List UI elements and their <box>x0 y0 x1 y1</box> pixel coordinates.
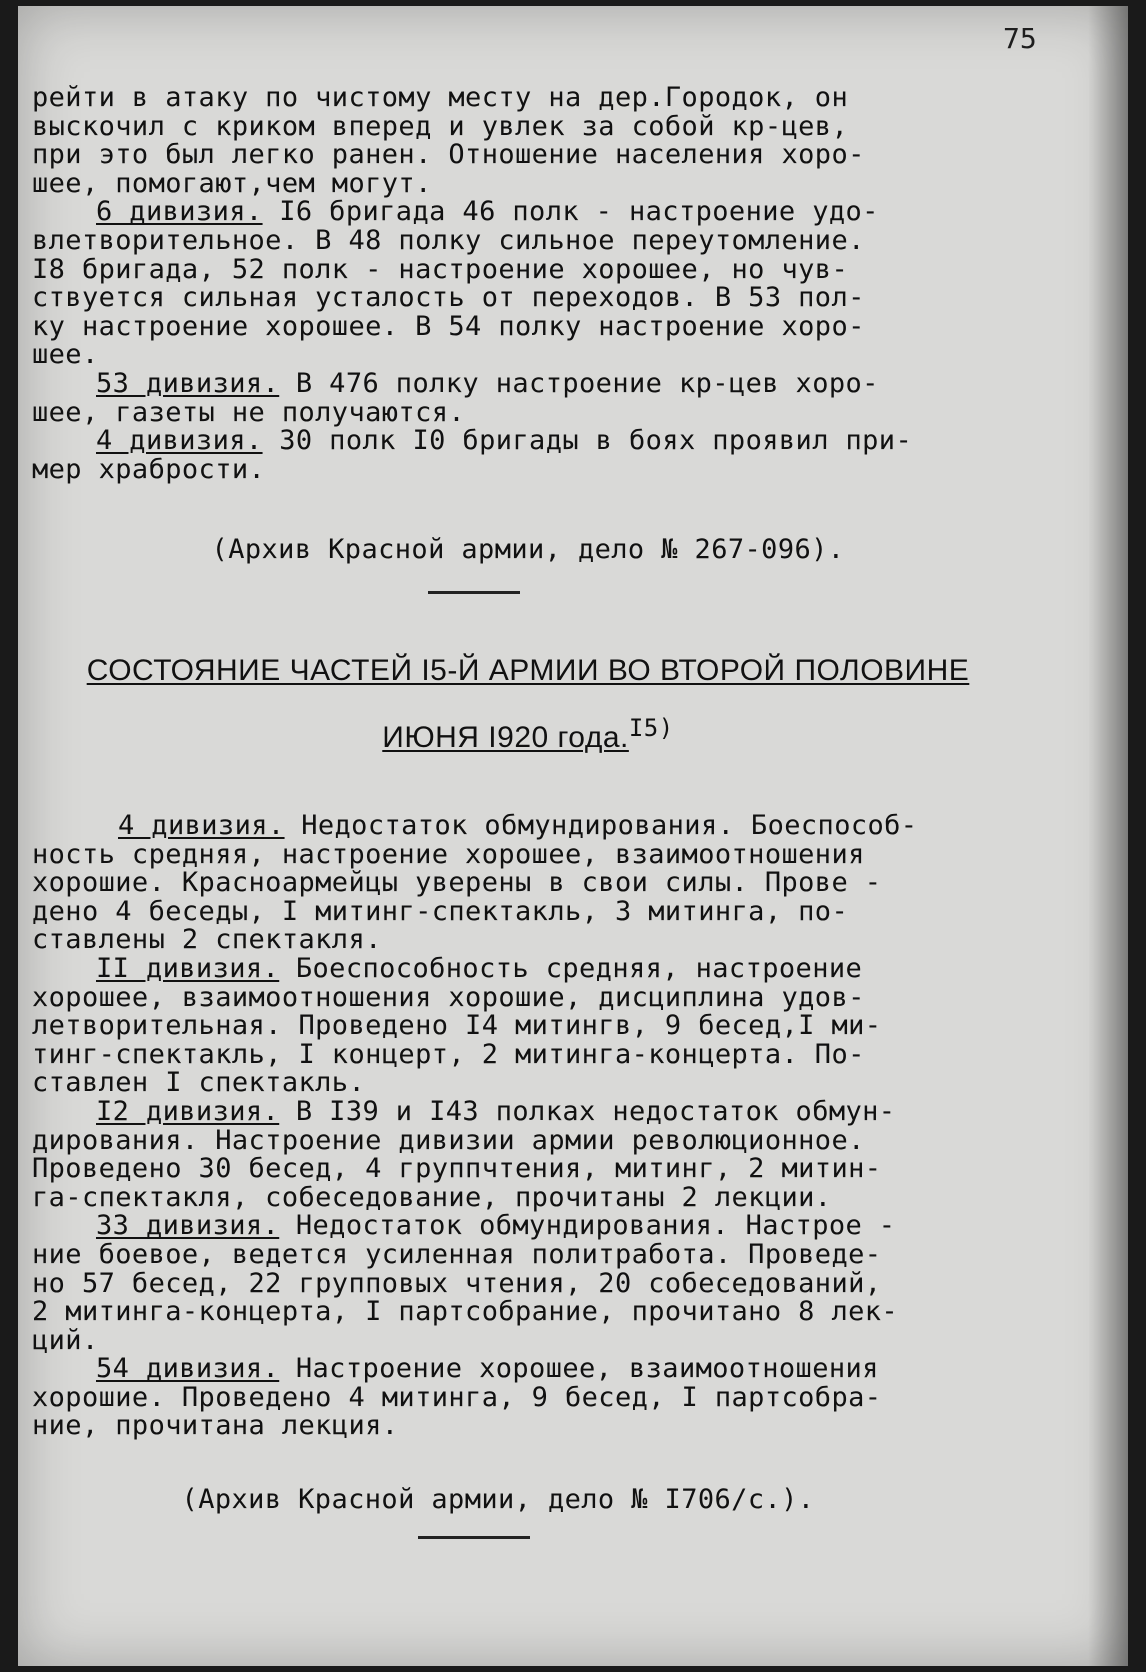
page-number: 75 <box>1003 22 1037 55</box>
text-line: Боеспособность средняя, настроение <box>279 952 863 984</box>
text-line: дирования. Настроение дивизии армии революционное. <box>32 1124 865 1156</box>
section-title-line2-wrap <box>18 714 1038 755</box>
paragraph-div33 <box>32 1212 1042 1241</box>
text-line: ность средняя, настроение хорошее, взаимоотношения <box>32 838 865 870</box>
division-label: I2 дивизия. <box>96 1095 280 1127</box>
division-label: 54 дивизия. <box>96 1353 280 1385</box>
text-line: но 57 бесед, 22 групповых чтения, 20 собеседований, <box>32 1267 882 1299</box>
text-line: дено 4 беседы, I митинг-спектакль, 3 митинга, по- <box>32 895 849 927</box>
text-line: ставлен I спектакль. <box>32 1067 366 1099</box>
text-line: Недостаток обмундирования. Боеспособ- <box>284 810 918 841</box>
paragraph-div4-b <box>32 812 1042 841</box>
text-block-top <box>32 84 1042 484</box>
paragraph-div54 <box>32 1355 1042 1384</box>
paragraph-div4 <box>32 427 1042 456</box>
text-line: при это был легко ранен. Отношение населения хоро- <box>32 139 865 171</box>
text-line: тинг-спектакль, I концерт, 2 митинга-концерта. По- <box>32 1038 865 1070</box>
text-line: Недостаток обмундирования. Настрое - <box>279 1210 896 1242</box>
text-line: ние боевое, ведется усиленная политработа. Проведе- <box>32 1238 882 1270</box>
text-line: шее. <box>32 339 99 371</box>
text-line: В I39 и I43 полках недостаток обмун- <box>279 1095 896 1127</box>
section-title-line2: ИЮНЯ I920 года. <box>382 721 629 754</box>
text-line: хорошие. Проведено 4 митинга, 9 бесед, I партсобра- <box>32 1381 882 1413</box>
text-line: ций. <box>32 1324 99 1356</box>
division-label: 6 дивизия. <box>96 196 263 228</box>
text-line: шее, помогают,чем могут. <box>32 167 432 199</box>
text-line: рейти в атаку по чистому месту на дер.Городок, он <box>32 82 849 113</box>
text-line: Проведено 30 бесед, 4 группчтения, митинг, 2 митин- <box>32 1153 882 1185</box>
paragraph-div11 <box>32 952 1042 984</box>
text-line: мер храбрости. <box>32 453 266 485</box>
text-line: 30 полк I0 бригады в боях проявил при- <box>262 425 913 457</box>
text-line: хорошие. Красноармейцы уверены в свои силы. Прове - <box>32 867 882 899</box>
document-page <box>18 6 1128 1666</box>
text-line: ставлены 2 спектакля. <box>32 924 382 956</box>
text-line: шее, газеты не получаются. <box>32 396 466 428</box>
footnote-marker: I5) <box>628 714 674 742</box>
text-line: 2 митинга-концерта, I партсобрание, прочитано 8 лек- <box>32 1296 899 1328</box>
divider <box>428 591 520 594</box>
paragraph-div53 <box>32 367 1042 399</box>
section-title <box>18 654 1038 688</box>
text-line: влетворительное. В 48 полку сильное переутомление. <box>32 224 865 256</box>
division-label: 4 дивизия. <box>118 810 285 841</box>
text-line: летворительная. Проведено I4 митингв, 9 бесед,I ми- <box>32 1010 882 1042</box>
text-line: В 476 полку настроение кр-цев хоро- <box>279 367 879 399</box>
paragraph-div12 <box>32 1095 1042 1127</box>
text-line: I6 бригада 46 полк - настроение удо- <box>262 196 879 228</box>
text-line: выскочил с криком вперед и увлек за собой кр-цев, <box>32 110 849 142</box>
text-line: га-спектакля, собеседование, прочитаны 2 лекции. <box>32 1181 832 1213</box>
archive-reference: (Архив Красной армии, дело № I706/с.). <box>181 1484 815 1515</box>
division-label: 4 дивизия. <box>96 425 263 457</box>
archive-reference: (Архив Красной армии, дело № 267-096). <box>211 534 845 565</box>
text-line: I8 бригада, 52 полк - настроение хорошее, но чув- <box>32 253 849 285</box>
paragraph-div6 <box>32 198 1042 227</box>
text-line: Настроение хорошее, взаимоотношения <box>279 1353 879 1385</box>
division-label: 33 дивизия. <box>96 1210 280 1242</box>
text-line: ствуется сильная усталость от переходов. В 53 пол- <box>32 282 865 314</box>
section-title-line1: СОСТОЯНИЕ ЧАСТЕЙ I5-Й АРМИИ ВО ВТОРОЙ ПОЛОВИНЕ <box>86 654 970 687</box>
divider <box>418 1536 530 1539</box>
text-line: хорошее, взаимоотношения хорошие, дисциплина удов- <box>32 981 865 1013</box>
text-line: ку настроение хорошее. В 54 полку настроение хоро- <box>32 310 865 342</box>
text-line: ние, прочитана лекция. <box>32 1410 399 1442</box>
division-label: 53 дивизия. <box>96 367 280 399</box>
text-block-bottom <box>32 812 1042 1441</box>
division-label: II дивизия. <box>96 952 280 984</box>
